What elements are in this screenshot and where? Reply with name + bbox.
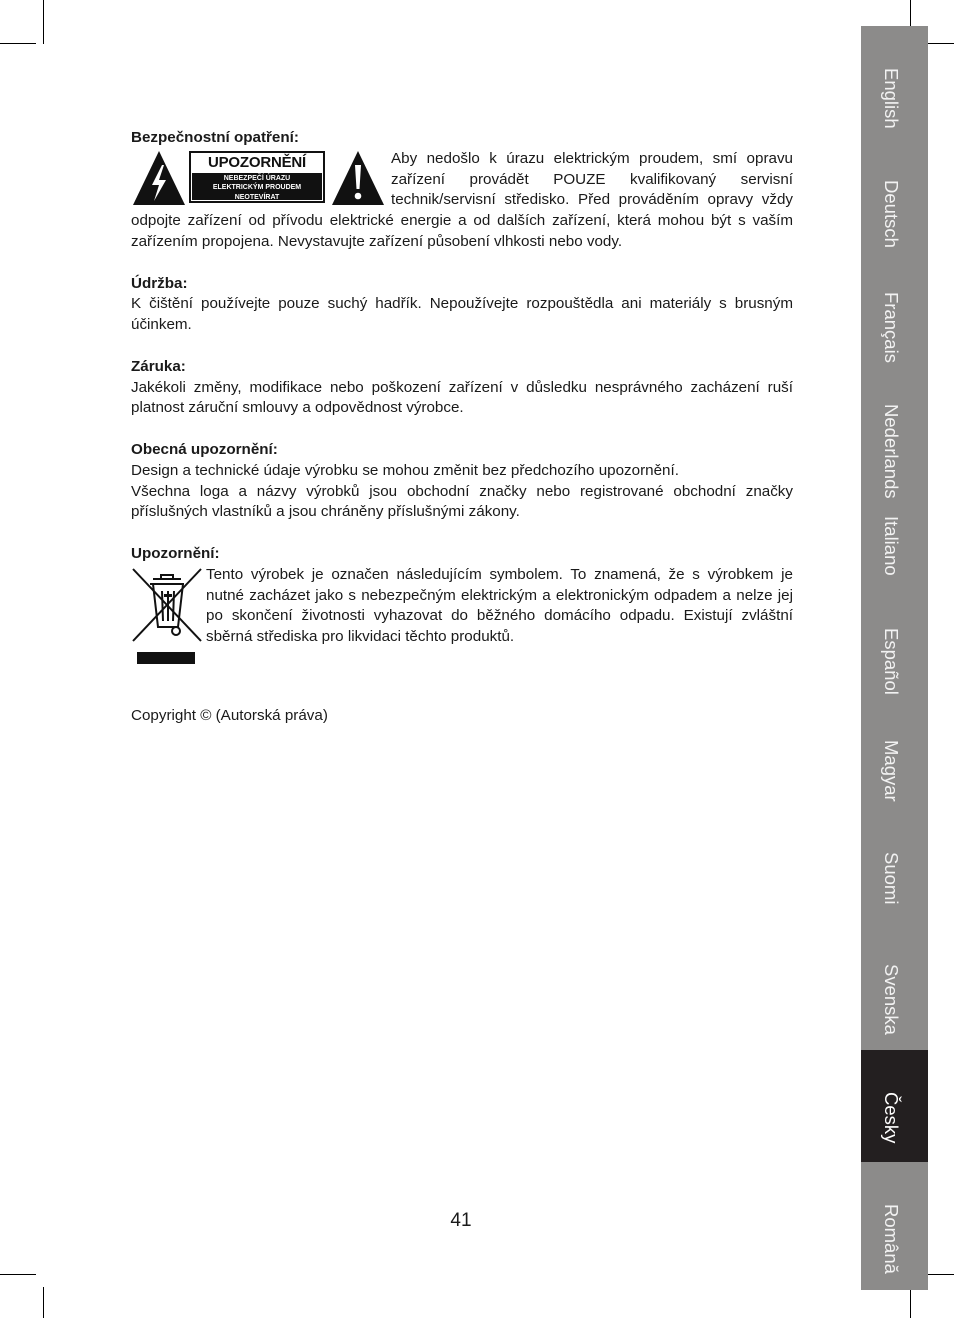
crossed-bin-icon <box>131 567 203 643</box>
caution-line: NEOTEVÍRAT <box>234 193 280 201</box>
lightning-triangle-icon <box>131 149 187 207</box>
tab-label: Nederlands <box>881 404 902 499</box>
warranty-text: Jakékoli změny, modifikace nebo poškození zařízení v důsledku nesprávného zacházení ruší platnost záruční smlouvy a odpovědnost výrobce. <box>131 378 793 417</box>
general-text-2: Všechna loga a názvy výrobků jsou obchodní značky nebo registrované obchodní značky příslušných vlastníků a jsou chráněny příslušnými zákony. <box>131 482 793 521</box>
tab-label: Română <box>881 1204 902 1274</box>
tab-label: English <box>881 68 902 129</box>
tab-francais[interactable] <box>861 250 928 362</box>
general-heading: Obecná upozornění: <box>131 440 278 458</box>
tab-svenska[interactable] <box>861 922 928 1034</box>
warning-symbols <box>131 149 388 207</box>
copyright: Copyright © (Autorská práva) <box>131 707 328 724</box>
tab-romana[interactable] <box>861 1162 928 1274</box>
manual-content <box>131 128 793 673</box>
maintenance-text: K čištění používejte pouze suchý hadřík. Nepoužívejte rozpouštědla ani materiály s brusným účinkem. <box>131 295 793 334</box>
tab-english[interactable] <box>861 26 928 138</box>
tab-magyar[interactable] <box>861 698 928 810</box>
tab-cesky[interactable] <box>861 1050 928 1162</box>
tab-label: Suomi <box>881 852 902 905</box>
crop-mark <box>43 0 44 44</box>
tab-label: Svenska <box>881 964 902 1035</box>
general-text-1: Design a technické údaje výrobku se mohou změnit bez předchozího upozornění. <box>131 461 679 479</box>
caution-label <box>189 151 325 203</box>
caution-label-title: UPOZORNĚNÍ <box>207 153 306 171</box>
tab-label: Français <box>881 292 902 363</box>
tab-label: Español <box>881 628 902 695</box>
tab-suomi[interactable] <box>861 810 928 922</box>
page-number: 41 <box>450 1210 472 1231</box>
crop-mark <box>910 1290 911 1318</box>
maintenance-heading: Údržba: <box>131 274 188 292</box>
tab-label: Italiano <box>881 516 902 576</box>
safety-heading: Bezpečnostní opatření: <box>131 129 299 146</box>
caution-line: ELEKTRICKÝM PROUDEM <box>212 184 302 192</box>
language-tabs <box>861 26 928 1290</box>
crop-mark <box>43 1287 44 1318</box>
warranty-heading: Záruka: <box>131 357 186 375</box>
exclamation-triangle-icon <box>330 149 386 207</box>
tab-label: Deutsch <box>881 180 902 248</box>
notice-section <box>131 565 793 648</box>
notice-heading: Upozornění: <box>131 544 220 562</box>
crop-mark <box>0 1274 36 1275</box>
safety-text: Aby nedošlo k úrazu elektrickým proudem, smí opravu zařízení provádět POUZE kvalifikovaný servisní technik/servisní středisko. Před prováděním opravy vždy odpojte zařízení od přívodu elektrické energie a od dalších zařízení, která mohou být s vaším zařízením propojena. Nevystavujte zařízení působení vlhkosti nebo vody. <box>131 149 793 250</box>
caution-label-text <box>192 173 322 200</box>
tab-espanol[interactable] <box>861 586 928 698</box>
caution-line: NEBEZPEČÍ ÚRAZU <box>223 174 291 182</box>
tab-nederlands[interactable] <box>861 362 928 499</box>
crop-mark <box>0 43 36 44</box>
weee-symbol <box>131 565 206 673</box>
weee-bar <box>137 652 195 664</box>
tab-italiano[interactable] <box>861 474 928 586</box>
tab-deutsch[interactable] <box>861 138 928 250</box>
notice-text: Tento výrobek je označen následujícím symbolem. To znamená, že s výrobkem je nutné zacházet jako s nebezpečným elektrickým a elektronickým odpadem a nelze jej po skončení životnosti vyhazovat do běžného domácího odpadu. Existují zvláštní sběrná střediska pro likvidaci těchto produktů. <box>206 565 793 646</box>
tab-label: Česky <box>881 1092 902 1144</box>
safety-section <box>131 149 793 253</box>
tab-label: Magyar <box>881 740 902 802</box>
